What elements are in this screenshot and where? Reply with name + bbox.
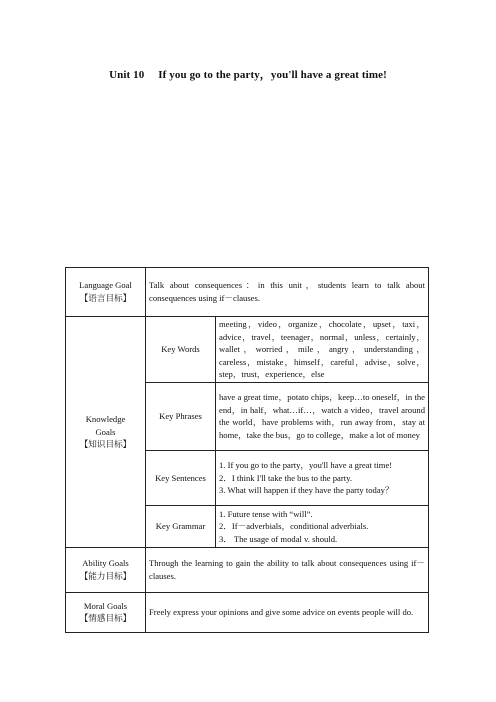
key-sentences-label: Key Sentences — [146, 450, 216, 505]
moral-goals-label-en: Moral Goals — [83, 600, 128, 611]
moral-goals-label — [66, 592, 146, 632]
knowledge-goals-label-en-2: Goals — [95, 426, 116, 437]
key-sentences-content — [216, 450, 429, 505]
key-words-content: meeting，video，organize，chocolate，upset，taxi，advice，travel，teenager，normal，unless，certainly，wallet，worried，mile，angry，understanding，careless，mistake，himself，careful，advise，solve，step，trust，experience，else — [216, 317, 429, 383]
language-goal-content: Talk about consequences：in this unit，students learn to talk about consequences using if－clauses. — [146, 268, 429, 317]
language-goal-label-en: Language Goal — [79, 280, 132, 291]
key-grammar-3: 3． The usage of modal v. should. — [219, 533, 338, 544]
key-grammar-1: 1. Future tense with “will”. — [219, 508, 313, 519]
key-phrases-label: Key Phrases — [146, 382, 216, 450]
ability-goals-row — [66, 547, 429, 592]
language-goal-row — [66, 268, 429, 317]
key-grammar-content — [216, 505, 429, 547]
key-words-label: Key Words — [146, 317, 216, 383]
knowledge-goals-label-cn: 【知识目标】 — [79, 439, 132, 450]
language-goal-label — [66, 268, 146, 317]
moral-goals-row — [66, 592, 429, 632]
ability-goals-label-en: Ability Goals — [82, 558, 129, 569]
ability-goals-label-cn: 【能力目标】 — [79, 570, 132, 581]
key-sentence-3: 3. What will happen if they have the party today？ — [219, 485, 394, 496]
page-title: Unit 10 If you go to the party，you'll have a great time! — [109, 69, 387, 81]
goals-table — [65, 267, 429, 633]
moral-goals-content: Freely express your opinions and give some advice on events people will do. — [146, 592, 429, 632]
ability-goals-content: Through the learning to gain the ability to talk about consequences using if－clauses. — [146, 547, 429, 592]
moral-goals-label-cn: 【情感目标】 — [79, 613, 132, 624]
key-sentence-2: 2．I think I'll take the bus to the party. — [219, 472, 352, 483]
knowledge-goals-label — [66, 317, 146, 548]
language-goal-label-cn: 【语言目标】 — [79, 293, 132, 303]
key-grammar-2: 2．If－adverbials，conditional adverbials. — [219, 521, 369, 532]
knowledge-goals-label-en-1: Knowledge — [85, 414, 126, 425]
key-grammar-label: Key Grammar — [146, 505, 216, 547]
key-sentence-1: 1. If you go to the party，you'll have a great time! — [219, 460, 393, 471]
key-words-row — [66, 317, 429, 383]
key-phrases-content: have a great time，potato chips，keep…to oneself，in the end，in half，what…if…，watch a video，travel around the world，have problems with，run away from，stay at home，take the bus，go to college，make a lot of money — [216, 382, 429, 450]
ability-goals-label — [66, 547, 146, 592]
